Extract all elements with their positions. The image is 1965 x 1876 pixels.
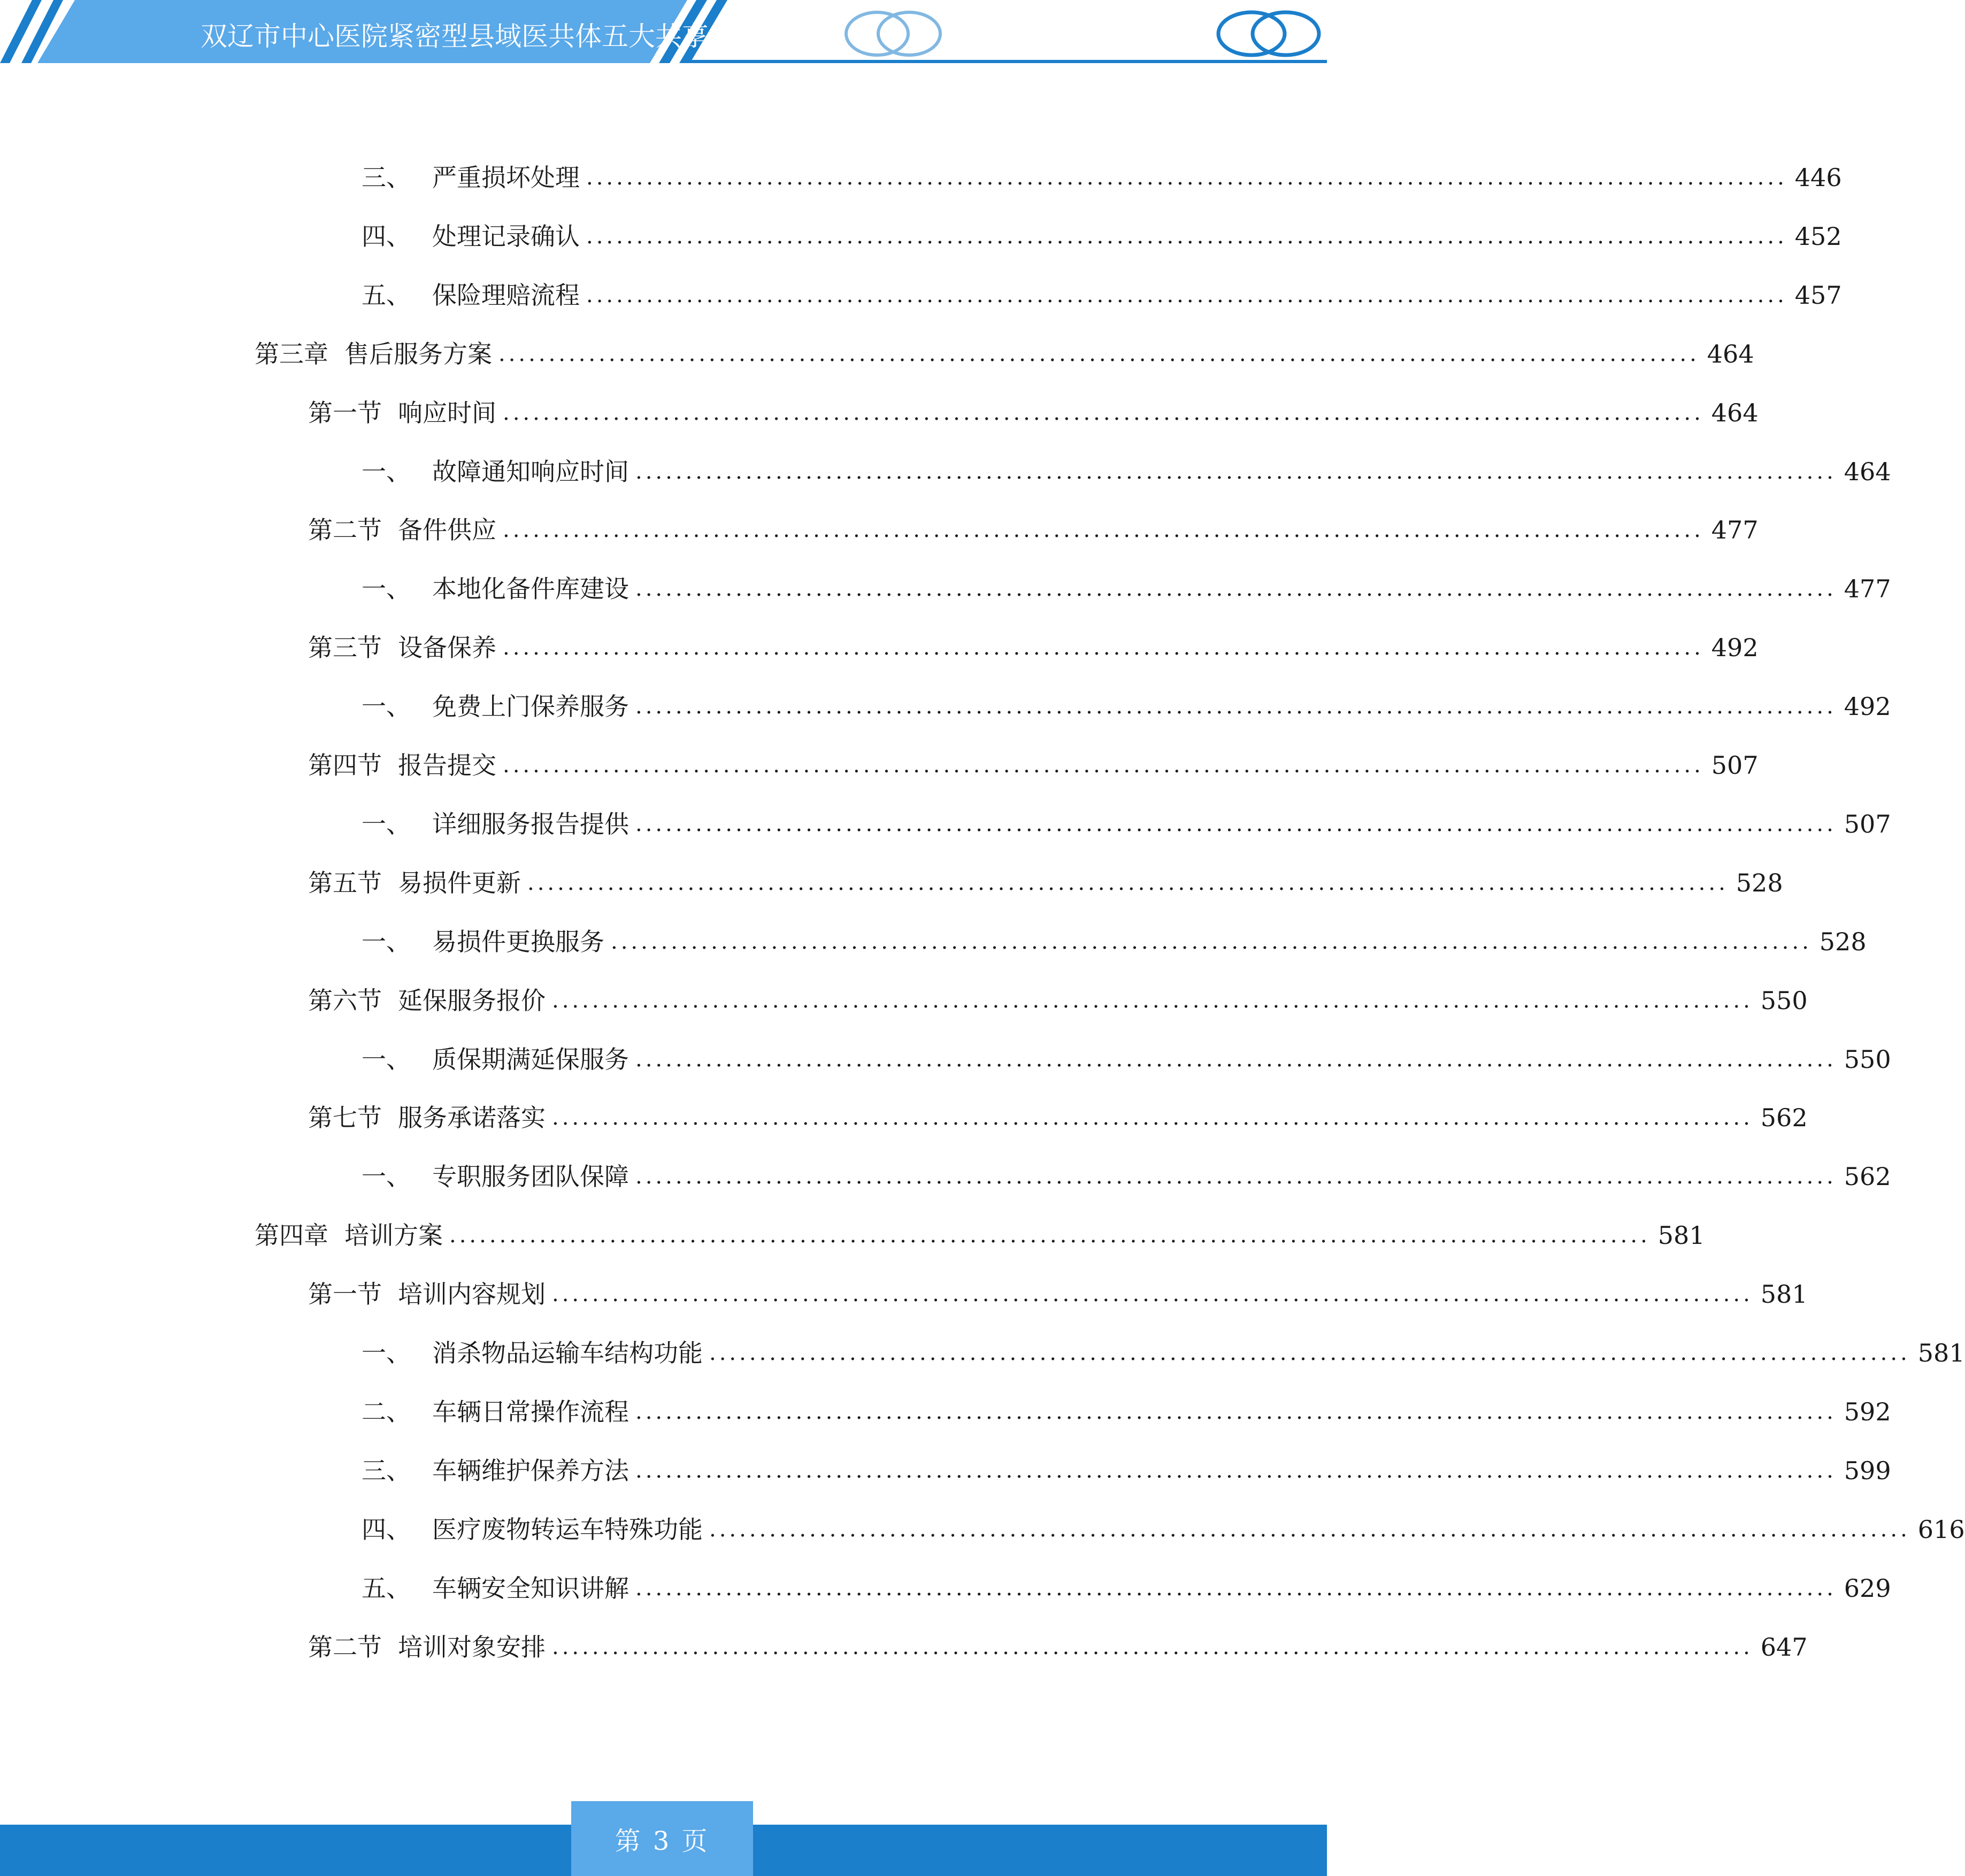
toc-entry-page: 550 [1844, 1045, 1891, 1074]
toc-entry-title: 车辆维护保养方法 [432, 1456, 629, 1485]
toc-entry-page: 528 [1819, 927, 1867, 956]
toc-entry-title: 严重损坏处理 [432, 163, 580, 192]
toc-dot-leader: ........................................................................................................................ [503, 518, 1704, 542]
toc-dot-leader: ........................................................................................................................ [498, 342, 1700, 366]
toc-dot-leader: ........................................................................................................................ [635, 1047, 1837, 1072]
toc-entry-number: 四、 [362, 222, 411, 251]
page-header [0, 0, 1327, 70]
toc-entry-number: 一、 [362, 574, 411, 603]
toc-dot-leader: ........................................................................................................................ [586, 224, 1787, 249]
toc-entry-number: 三、 [362, 1456, 411, 1485]
page-number-badge [571, 1801, 753, 1876]
toc-dot-leader: ........................................................................................................................ [552, 988, 1753, 1013]
toc-dot-leader: ........................................................................................................................ [635, 694, 1837, 719]
toc-entry-title: 设备保养 [398, 633, 496, 662]
toc-entry[interactable] [308, 982, 1808, 1019]
toc-dot-leader: ........................................................................................................................ [611, 929, 1812, 954]
toc-entry-page: 464 [1707, 340, 1754, 368]
toc-entry-number: 第一节 [308, 398, 382, 427]
toc-entry[interactable] [255, 335, 1754, 373]
toc-entry-title: 售后服务方案 [344, 340, 492, 368]
toc-entry-title: 备件供应 [398, 516, 496, 544]
toc-entry-number: 五、 [362, 1574, 411, 1603]
toc-entry-title: 消杀物品运输车结构功能 [432, 1339, 703, 1367]
toc-entry-title: 本地化备件库建设 [432, 574, 629, 603]
toc-entry[interactable] [308, 864, 1783, 902]
toc-dot-leader: ........................................................................................................................ [635, 1400, 1837, 1424]
toc-dot-leader: ........................................................................................................................ [586, 283, 1787, 307]
toc-entry-title: 车辆日常操作流程 [432, 1397, 629, 1426]
toc-entry-number: 一、 [362, 692, 411, 721]
toc-entry[interactable] [362, 570, 1891, 608]
toc-entry-number: 一、 [362, 457, 411, 486]
toc-entry-title: 易损件更新 [398, 868, 521, 897]
toc-entry[interactable] [362, 1511, 1965, 1548]
header-title: 双辽市中心医院紧密型县域医共体五大共享中心建设 [201, 21, 816, 52]
toc-entry-number: 一、 [362, 810, 411, 839]
toc-entry[interactable] [362, 805, 1891, 843]
toc-entry-number: 第三节 [308, 633, 382, 662]
toc-entry-page: 492 [1844, 692, 1891, 721]
toc-entry-title: 处理记录确认 [432, 222, 580, 251]
toc-dot-leader: ........................................................................................................................ [709, 1517, 1910, 1542]
toc-entry[interactable] [362, 1334, 1965, 1372]
toc-entry[interactable] [308, 1099, 1808, 1136]
toc-entry[interactable] [362, 159, 1842, 196]
toc-entry[interactable] [362, 688, 1891, 725]
toc-entry-page: 457 [1794, 281, 1842, 310]
toc-entry[interactable] [362, 1158, 1891, 1195]
toc-dot-leader: ........................................................................................................................ [503, 401, 1704, 425]
toc-entry-page: 464 [1711, 398, 1759, 427]
toc-dot-leader: ........................................................................................................................ [552, 1635, 1753, 1659]
toc-entry-page: 629 [1844, 1574, 1891, 1603]
toc-entry-page: 528 [1736, 868, 1783, 897]
toc-entry-title: 报告提交 [398, 751, 496, 780]
toc-entry-title: 服务承诺落实 [398, 1103, 546, 1132]
toc-entry-page: 562 [1760, 1103, 1808, 1132]
toc-entry-number: 第六节 [308, 986, 382, 1015]
toc-entry-number: 四、 [362, 1515, 411, 1544]
toc-entry-page: 507 [1844, 810, 1891, 839]
toc-entry-number: 第七节 [308, 1103, 382, 1132]
toc-entry[interactable] [308, 629, 1759, 666]
toc-entry-title: 详细服务报告提供 [432, 810, 629, 839]
toc-dot-leader: ........................................................................................................................ [552, 1105, 1753, 1130]
toc-dot-leader: ........................................................................................................................ [635, 1458, 1837, 1483]
page-number-label: 第 3 页 [615, 1826, 710, 1856]
toc-entry-number: 一、 [362, 927, 411, 956]
toc-entry-page: 550 [1760, 986, 1808, 1015]
toc-entry-title: 保险理赔流程 [432, 281, 580, 310]
toc-entry-number: 一、 [362, 1339, 411, 1367]
toc-entry[interactable] [362, 923, 1867, 960]
toc-entry-title: 故障通知响应时间 [432, 457, 629, 486]
toc-entry-page: 581 [1917, 1339, 1965, 1367]
toc-entry-title: 专职服务团队保障 [432, 1162, 629, 1191]
toc-entry-page: 581 [1657, 1221, 1705, 1250]
toc-entry[interactable] [362, 276, 1842, 314]
toc-entry[interactable] [308, 511, 1759, 549]
toc-entry[interactable] [362, 1570, 1891, 1607]
toc-entry-title: 医疗废物转运车特殊功能 [432, 1515, 703, 1544]
toc-entry-page: 647 [1760, 1633, 1808, 1662]
double-ring-logo-icon [1218, 12, 1319, 55]
toc-entry-number: 第四节 [308, 751, 382, 780]
toc-dot-leader: ........................................................................................................................ [635, 576, 1837, 601]
toc-entry[interactable] [362, 218, 1842, 255]
toc-dot-leader: ........................................................................................................................ [527, 871, 1729, 895]
toc-dot-leader: ........................................................................................................................ [635, 459, 1837, 484]
toc-entry-page: 452 [1794, 222, 1842, 251]
toc-dot-leader: ........................................................................................................................ [635, 812, 1837, 836]
toc-entry-title: 延保服务报价 [398, 986, 546, 1015]
toc-entry[interactable] [255, 1217, 1705, 1254]
toc-entry-page: 592 [1844, 1397, 1891, 1426]
toc-entry-title: 培训内容规划 [398, 1280, 546, 1309]
toc-entry-number: 第二节 [308, 516, 382, 544]
toc-entry-page: 616 [1917, 1515, 1965, 1544]
toc-entry[interactable] [362, 453, 1891, 490]
toc-entry-number: 一、 [362, 1162, 411, 1191]
toc-entry[interactable] [308, 1275, 1808, 1313]
toc-entry-title: 易损件更换服务 [432, 927, 604, 956]
toc-entry-page: 492 [1711, 633, 1759, 662]
toc-entry-page: 477 [1711, 516, 1759, 544]
toc-dot-leader: ........................................................................................................................ [503, 635, 1704, 660]
toc-entry-number: 第三章 [255, 340, 328, 368]
toc-entry-number: 二、 [362, 1397, 411, 1426]
toc-entry-page: 464 [1844, 457, 1891, 486]
toc-dot-leader: ........................................................................................................................ [552, 1282, 1753, 1306]
toc-dot-leader: ........................................................................................................................ [586, 165, 1787, 190]
toc-entry[interactable] [308, 1628, 1808, 1666]
toc-dot-leader: ........................................................................................................................ [635, 1164, 1837, 1189]
toc-entry-number: 五、 [362, 281, 411, 310]
toc-entry-title: 响应时间 [398, 398, 496, 427]
toc-dot-leader: ........................................................................................................................ [709, 1341, 1910, 1365]
toc-entry[interactable] [362, 1393, 1891, 1431]
toc-dot-leader: ........................................................................................................................ [449, 1223, 1651, 1248]
toc-dot-leader: ........................................................................................................................ [503, 753, 1704, 778]
toc-entry-number: 一、 [362, 1045, 411, 1074]
toc-entry-number: 第四章 [255, 1221, 328, 1250]
toc-entry[interactable] [308, 747, 1759, 784]
toc-entry-number: 第五节 [308, 868, 382, 897]
toc-entry-page: 599 [1844, 1456, 1891, 1485]
toc-entry-title: 培训方案 [344, 1221, 443, 1250]
toc-entry-title: 质保期满延保服务 [432, 1045, 629, 1074]
toc-entry[interactable] [362, 1452, 1891, 1489]
watermark-ring-icon [846, 12, 940, 55]
toc-entry-page: 446 [1794, 163, 1842, 192]
toc-entry-page: 507 [1711, 751, 1759, 780]
toc-entry-number: 三、 [362, 163, 411, 192]
toc-entry-page: 477 [1844, 574, 1891, 603]
toc-entry-title: 免费上门保养服务 [432, 692, 629, 721]
toc-entry-number: 第一节 [308, 1280, 382, 1309]
toc-dot-leader: ........................................................................................................................ [635, 1576, 1837, 1601]
toc-entry-page: 581 [1760, 1280, 1808, 1309]
toc-entry-title: 培训对象安排 [398, 1633, 546, 1662]
toc-entry-number: 第二节 [308, 1633, 382, 1662]
toc-entry-title: 车辆安全知识讲解 [432, 1574, 629, 1603]
toc-entry[interactable] [362, 1041, 1891, 1078]
toc-entry-page: 562 [1844, 1162, 1891, 1191]
toc-entry[interactable] [308, 394, 1759, 432]
